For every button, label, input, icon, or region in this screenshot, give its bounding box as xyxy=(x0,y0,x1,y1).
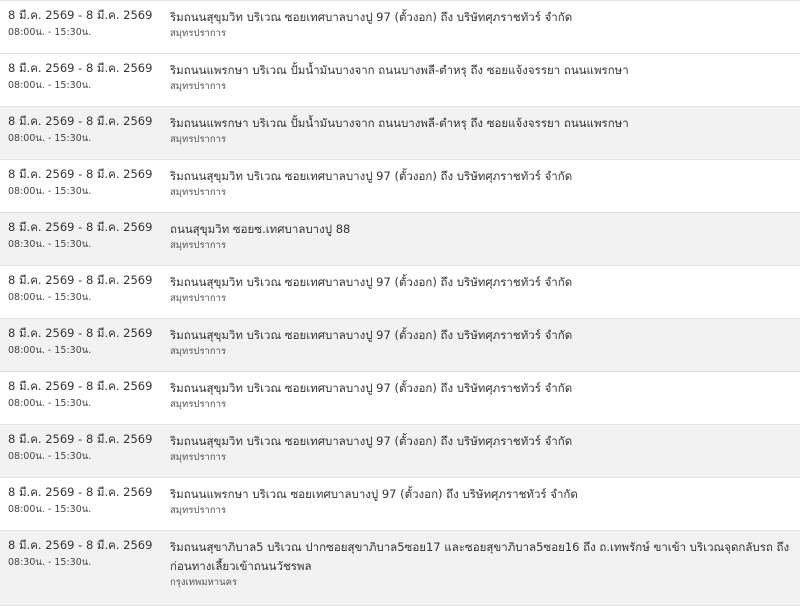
date-range: 8 มี.ค. 2569 - 8 มี.ค. 2569 xyxy=(8,538,153,552)
location-text: ริมถนนสุขุมวิท บริเวณ ซอยเทศบาลบางปู 97 (ตั้วงอก) ถึง บริษัทศุภราชทัวร์ จำกัด xyxy=(170,275,573,289)
location-text: ริมถนนสุขุมวิท บริเวณ ซอยเทศบาลบางปู 97 (ตั้วงอก) ถึง บริษัทศุภราชทัวร์ จำกัด xyxy=(170,434,573,448)
time-range: 08:00น. - 15:30น. xyxy=(8,398,92,409)
date-cell xyxy=(0,107,170,159)
date-cell xyxy=(0,266,170,318)
table-row xyxy=(0,531,800,606)
province-text: สมุทรปราการ xyxy=(170,187,227,198)
location-cell xyxy=(170,160,800,212)
table-row xyxy=(0,54,800,107)
date-cell xyxy=(0,1,170,53)
table-row xyxy=(0,319,800,372)
date-range: 8 มี.ค. 2569 - 8 มี.ค. 2569 xyxy=(8,8,153,22)
location-text: ริมถนนสุขุมวิท บริเวณ ซอยเทศบาลบางปู 97 (ตั้วงอก) ถึง บริษัทศุภราชทัวร์ จำกัด xyxy=(170,381,573,395)
date-range: 8 มี.ค. 2569 - 8 มี.ค. 2569 xyxy=(8,220,153,234)
province-text: สมุทรปราการ xyxy=(170,134,227,145)
date-cell xyxy=(0,319,170,371)
location-text: ริมถนนสุขาภิบาล5 บริเวณ ปากซอยสุขาภิบาล5ซอย17 และซอยสุขาภิบาล5ซอย16 ถึง ถ.เทพรักษ์ ขาเข้า บริเวณจุดกลับรถ ถึงก่อนทางเลี้ยวเข้าถนนวัชรพล xyxy=(170,540,790,573)
location-cell xyxy=(170,266,800,318)
date-cell xyxy=(0,213,170,265)
time-range: 08:00น. - 15:30น. xyxy=(8,451,92,462)
time-range: 08:30น. - 15:30น. xyxy=(8,557,92,568)
table-row xyxy=(0,1,800,54)
date-range: 8 มี.ค. 2569 - 8 มี.ค. 2569 xyxy=(8,167,153,181)
location-text: ริมถนนแพรกษา บริเวณ ซอยเทศบาลบางปู 97 (ตั้วงอก) ถึง บริษัทศุภราชทัวร์ จำกัด xyxy=(170,487,578,501)
time-range: 08:00น. - 15:30น. xyxy=(8,80,92,91)
location-cell xyxy=(170,213,800,265)
province-text: สมุทรปราการ xyxy=(170,81,227,92)
date-cell xyxy=(0,531,170,605)
province-text: สมุทรปราการ xyxy=(170,240,227,251)
date-range: 8 มี.ค. 2569 - 8 มี.ค. 2569 xyxy=(8,61,153,75)
location-cell xyxy=(170,372,800,424)
date-cell xyxy=(0,478,170,530)
location-cell xyxy=(170,478,800,530)
table-row xyxy=(0,107,800,160)
province-text: สมุทรปราการ xyxy=(170,28,227,39)
table-row xyxy=(0,372,800,425)
time-range: 08:00น. - 15:30น. xyxy=(8,27,92,38)
time-range: 08:00น. - 15:30น. xyxy=(8,292,92,303)
location-text: ริมถนนแพรกษา บริเวณ ปั้มน้ำมันบางจาก ถนนบางพลี-ตำหรุ ถึง ซอยแจ้งจรรยา ถนนแพรกษา xyxy=(170,63,629,77)
date-cell xyxy=(0,425,170,477)
date-range: 8 มี.ค. 2569 - 8 มี.ค. 2569 xyxy=(8,273,153,287)
table-row xyxy=(0,425,800,478)
location-text: ริมถนนสุขุมวิท บริเวณ ซอยเทศบาลบางปู 97 (ตั้วงอก) ถึง บริษัทศุภราชทัวร์ จำกัด xyxy=(170,10,573,24)
location-cell xyxy=(170,54,800,106)
date-cell xyxy=(0,54,170,106)
province-text: กรุงเทพมหานคร xyxy=(170,577,238,588)
date-cell xyxy=(0,160,170,212)
table-row xyxy=(0,478,800,531)
province-text: สมุทรปราการ xyxy=(170,346,227,357)
date-range: 8 มี.ค. 2569 - 8 มี.ค. 2569 xyxy=(8,379,153,393)
date-range: 8 มี.ค. 2569 - 8 มี.ค. 2569 xyxy=(8,326,153,340)
location-cell xyxy=(170,531,800,605)
table-row xyxy=(0,213,800,266)
province-text: สมุทรปราการ xyxy=(170,293,227,304)
location-cell xyxy=(170,319,800,371)
date-range: 8 มี.ค. 2569 - 8 มี.ค. 2569 xyxy=(8,485,153,499)
location-text: ริมถนนสุขุมวิท บริเวณ ซอยเทศบาลบางปู 97 (ตั้วงอก) ถึง บริษัทศุภราชทัวร์ จำกัด xyxy=(170,328,573,342)
province-text: สมุทรปราการ xyxy=(170,505,227,516)
time-range: 08:00น. - 15:30น. xyxy=(8,345,92,356)
date-range: 8 มี.ค. 2569 - 8 มี.ค. 2569 xyxy=(8,114,153,128)
location-text: ริมถนนสุขุมวิท บริเวณ ซอยเทศบาลบางปู 97 (ตั้วงอก) ถึง บริษัทศุภราชทัวร์ จำกัด xyxy=(170,169,573,183)
location-cell xyxy=(170,107,800,159)
time-range: 08:00น. - 15:30น. xyxy=(8,504,92,515)
province-text: สมุทรปราการ xyxy=(170,399,227,410)
table-row xyxy=(0,266,800,319)
date-range: 8 มี.ค. 2569 - 8 มี.ค. 2569 xyxy=(8,432,153,446)
time-range: 08:30น. - 15:30น. xyxy=(8,239,92,250)
time-range: 08:00น. - 15:30น. xyxy=(8,133,92,144)
time-range: 08:00น. - 15:30น. xyxy=(8,186,92,197)
location-cell xyxy=(170,425,800,477)
table-row xyxy=(0,160,800,213)
province-text: สมุทรปราการ xyxy=(170,452,227,463)
location-text: ถนนสุขุมวิท ซอยซ.เทศบาลบางปู 88 xyxy=(170,222,351,236)
location-cell xyxy=(170,1,800,53)
location-text: ริมถนนแพรกษา บริเวณ ปั้มน้ำมันบางจาก ถนนบางพลี-ตำหรุ ถึง ซอยแจ้งจรรยา ถนนแพรกษา xyxy=(170,116,629,130)
date-cell xyxy=(0,372,170,424)
